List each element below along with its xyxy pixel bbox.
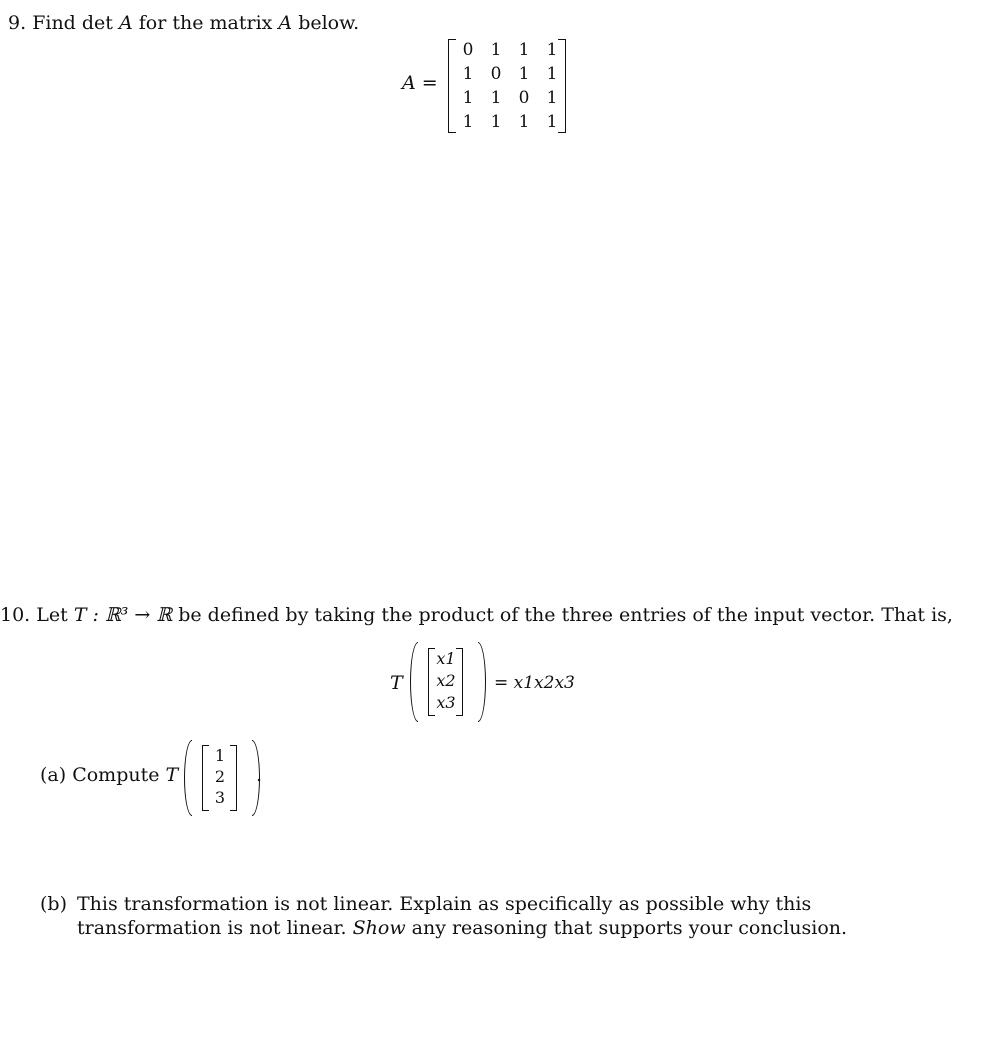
problem-10-statement: [0, 604, 953, 626]
left-paren: [410, 642, 426, 722]
definition-result: = x1x2x3: [494, 673, 575, 693]
matrix-entry: 1: [546, 64, 558, 84]
part-b: [40, 892, 940, 940]
problem-text: Let: [36, 604, 68, 626]
vector-entry: 3: [214, 788, 226, 807]
left-paren: [184, 740, 200, 816]
matrix-entries: [454, 38, 566, 134]
vector-entry: x3: [436, 693, 456, 712]
part-text: any reasoning that supports your conclusion.: [411, 917, 848, 939]
part-label: (b): [40, 893, 67, 915]
matrix-variable: A: [118, 12, 133, 34]
part-a-period: .: [256, 764, 263, 786]
problem-text: for the matrix: [138, 12, 273, 34]
matrix-entry: 1: [490, 40, 502, 60]
vector-entry: 1: [214, 746, 226, 765]
part-text: Compute: [72, 764, 160, 786]
part-a-vector: [184, 740, 264, 816]
function-label: T: [390, 672, 403, 694]
problem-text: Find det: [32, 12, 113, 34]
matrix-entry: 1: [490, 112, 502, 132]
vector-entry: x1: [436, 649, 456, 668]
vector-right-bracket: [456, 648, 463, 716]
problem-number: 10.: [0, 604, 31, 626]
map-notation: T : ℝ³ → ℝ: [73, 604, 173, 626]
vector-entry: x2: [436, 671, 456, 690]
matrix-entry: 1: [518, 64, 530, 84]
part-b-text: [77, 892, 940, 940]
problem-text: be defined by taking the product of the three entries of the input vector. That is,: [178, 604, 953, 626]
matrix-entry: 1: [546, 112, 558, 132]
matrix-entry: 0: [462, 40, 474, 60]
matrix-entry: 1: [462, 88, 474, 108]
vector-entry: 2: [214, 767, 226, 786]
problem-text: below.: [298, 12, 360, 34]
problem-9-statement: [8, 12, 359, 34]
right-paren: [470, 642, 486, 722]
matrix-entry: 1: [518, 40, 530, 60]
matrix-entry: 1: [518, 112, 530, 132]
matrix-label: A =: [402, 72, 438, 94]
matrix-variable: A: [278, 12, 293, 34]
matrix-right-bracket: [558, 39, 566, 133]
part-text: This transformation is not linear. Explain as specifically as possible why this transformation is not linear.: [77, 893, 812, 939]
emphasis: Show: [352, 917, 406, 939]
part-label: (a): [40, 764, 67, 786]
matrix-entry: 1: [490, 88, 502, 108]
matrix-entry: 1: [462, 112, 474, 132]
matrix-entry: 1: [546, 40, 558, 60]
function-label: T: [165, 764, 179, 786]
matrix-entry: 1: [462, 64, 474, 84]
matrix-entry: 0: [490, 64, 502, 84]
matrix-entry: 0: [518, 88, 530, 108]
vector-right-bracket: [230, 745, 237, 811]
part-a: [40, 764, 178, 786]
problem-number: 9.: [8, 12, 27, 34]
matrix-entry: 1: [546, 88, 558, 108]
